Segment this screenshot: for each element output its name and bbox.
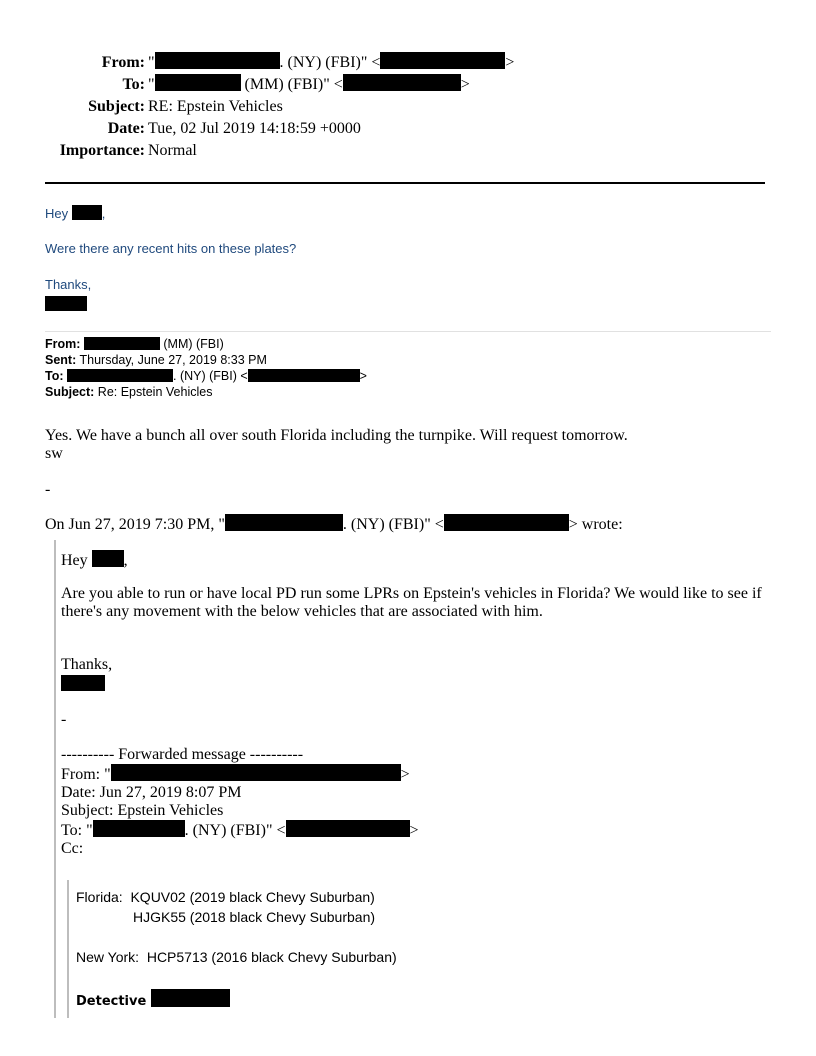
- subject-label: Subject:: [88, 98, 145, 115]
- ny-label: New York:: [76, 949, 140, 965]
- wrote-line: [45, 514, 623, 534]
- from-label: From:: [101, 54, 145, 71]
- fwd-from-row: [61, 764, 419, 784]
- prior-body-line1: Yes. We have a bunch all over south Florida including the turnpike. Will request tomorrow.: [45, 427, 628, 444]
- from-quote: ": [148, 54, 155, 71]
- redaction-bar: [155, 74, 241, 91]
- quoted-greeting: [61, 550, 128, 570]
- quoted-body: Are you able to run or have local PD run some LPRs on Epstein's vehicles in Florida? We would like to see if there's any movement with the below vehicles that are associated with him.: [61, 585, 762, 620]
- fwd-to-org: . (NY) (FBI)" <: [184, 822, 286, 839]
- redaction-bar: [93, 820, 185, 837]
- quote-bar: [54, 540, 56, 1018]
- reply-greeting-text: Hey: [45, 206, 69, 221]
- redaction-bar: [380, 52, 505, 69]
- prior-dash: -: [45, 481, 51, 498]
- quote-bar-nested: [67, 880, 69, 1018]
- header-importance-row: [0, 140, 760, 162]
- importance-value: Normal: [148, 142, 197, 159]
- prior-sent-row: [45, 352, 367, 368]
- importance-label: Importance:: [59, 142, 145, 159]
- from-value: [148, 52, 514, 74]
- wrote-suffix: > wrote:: [568, 516, 623, 533]
- header-from-row: [0, 52, 760, 74]
- redaction-bar: [72, 205, 102, 220]
- fwd-header-line: ---------- Forwarded message ----------: [61, 746, 304, 763]
- redaction-bar: [286, 820, 410, 837]
- header-date-row: [0, 118, 760, 140]
- prior-to-org: . (NY) (FBI) <: [173, 369, 248, 383]
- fwd-to-prefix: To: ": [61, 822, 93, 839]
- prior-from-row: [45, 336, 367, 352]
- to-value: [148, 74, 470, 96]
- prior-from-label: From:: [45, 337, 81, 351]
- header-subject-row: [0, 96, 760, 118]
- florida-plate-1: [76, 889, 375, 905]
- prior-message-header: [45, 336, 367, 400]
- detective-signature: [76, 989, 230, 1009]
- redaction-bar: [444, 514, 569, 531]
- prior-body: [45, 427, 628, 463]
- fwd-from-prefix: From: ": [61, 766, 111, 783]
- email-header: [0, 52, 780, 172]
- ny-plate: [76, 949, 397, 965]
- florida-plate-2: HJGK55 (2018 black Chevy Suburban): [133, 909, 376, 925]
- redaction-bar: [92, 550, 124, 567]
- to-close: >: [460, 76, 470, 93]
- wrote-prefix: On Jun 27, 2019 7:30 PM, ": [45, 516, 225, 533]
- florida-plate-1-text: KQUV02 (2019 black Chevy Suburban): [130, 889, 375, 905]
- redaction-bar: [248, 369, 360, 382]
- reply-greeting: [45, 205, 105, 221]
- quoted-greeting-comma: ,: [123, 552, 128, 569]
- redaction-bar: [67, 369, 173, 382]
- reply-thanks: Thanks,: [45, 277, 92, 292]
- detective-label: Detective: [76, 994, 147, 1009]
- redaction-bar: [84, 337, 160, 350]
- reply-signature: [45, 296, 87, 314]
- prior-body-line2: sw: [45, 445, 63, 462]
- from-close: >: [505, 54, 515, 71]
- fwd-subject: Subject: Epstein Vehicles: [61, 802, 224, 819]
- to-label: To:: [122, 76, 145, 93]
- prior-to-row: [45, 368, 367, 384]
- date-value: Tue, 02 Jul 2019 14:18:59 +0000: [148, 120, 361, 137]
- redaction-bar: [343, 74, 461, 91]
- prior-sent-value: Thursday, June 27, 2019 8:33 PM: [79, 353, 267, 367]
- florida-label: Florida:: [76, 889, 123, 905]
- prior-to-close: >: [359, 369, 367, 383]
- fwd-to-close: >: [409, 822, 419, 839]
- prior-to-label: To:: [45, 369, 64, 383]
- fwd-to-row: [61, 820, 419, 840]
- date-label: Date:: [107, 120, 145, 137]
- quoted-signature: [61, 675, 105, 694]
- redaction-bar: [111, 764, 401, 781]
- redaction-bar: [155, 52, 280, 69]
- redaction-bar: [225, 514, 343, 531]
- prior-subject-row: [45, 384, 367, 400]
- fwd-date: Date: Jun 27, 2019 8:07 PM: [61, 784, 242, 801]
- ny-plate-text: HCP5713 (2016 black Chevy Suburban): [146, 949, 397, 965]
- wrote-org: . (NY) (FBI)" <: [342, 516, 444, 533]
- subject-value: RE: Epstein Vehicles: [148, 98, 283, 115]
- header-divider: [45, 182, 765, 184]
- reply-question: Were there any recent hits on these plates?: [45, 241, 297, 256]
- from-org: . (NY) (FBI)" <: [279, 54, 381, 71]
- quoted-greeting-text: Hey: [61, 552, 88, 569]
- redaction-bar: [151, 989, 230, 1007]
- message-separator: [45, 331, 771, 332]
- quoted-thanks: Thanks,: [61, 656, 113, 673]
- prior-from-value: (MM) (FBI): [163, 337, 224, 351]
- forwarded-header: [61, 746, 419, 858]
- to-quote: ": [148, 76, 155, 93]
- prior-subject-value: Re: Epstein Vehicles: [97, 385, 213, 399]
- header-to-row: [0, 74, 760, 96]
- reply-greeting-comma: ,: [101, 206, 106, 221]
- redaction-bar: [45, 296, 87, 311]
- fwd-cc: Cc:: [61, 840, 84, 857]
- quoted-dash: -: [61, 711, 67, 728]
- to-org: (MM) (FBI)" <: [240, 76, 343, 93]
- redaction-bar: [61, 675, 105, 691]
- fwd-from-close: >: [400, 766, 410, 783]
- prior-sent-label: Sent:: [45, 353, 77, 367]
- prior-subject-label: Subject:: [45, 385, 95, 399]
